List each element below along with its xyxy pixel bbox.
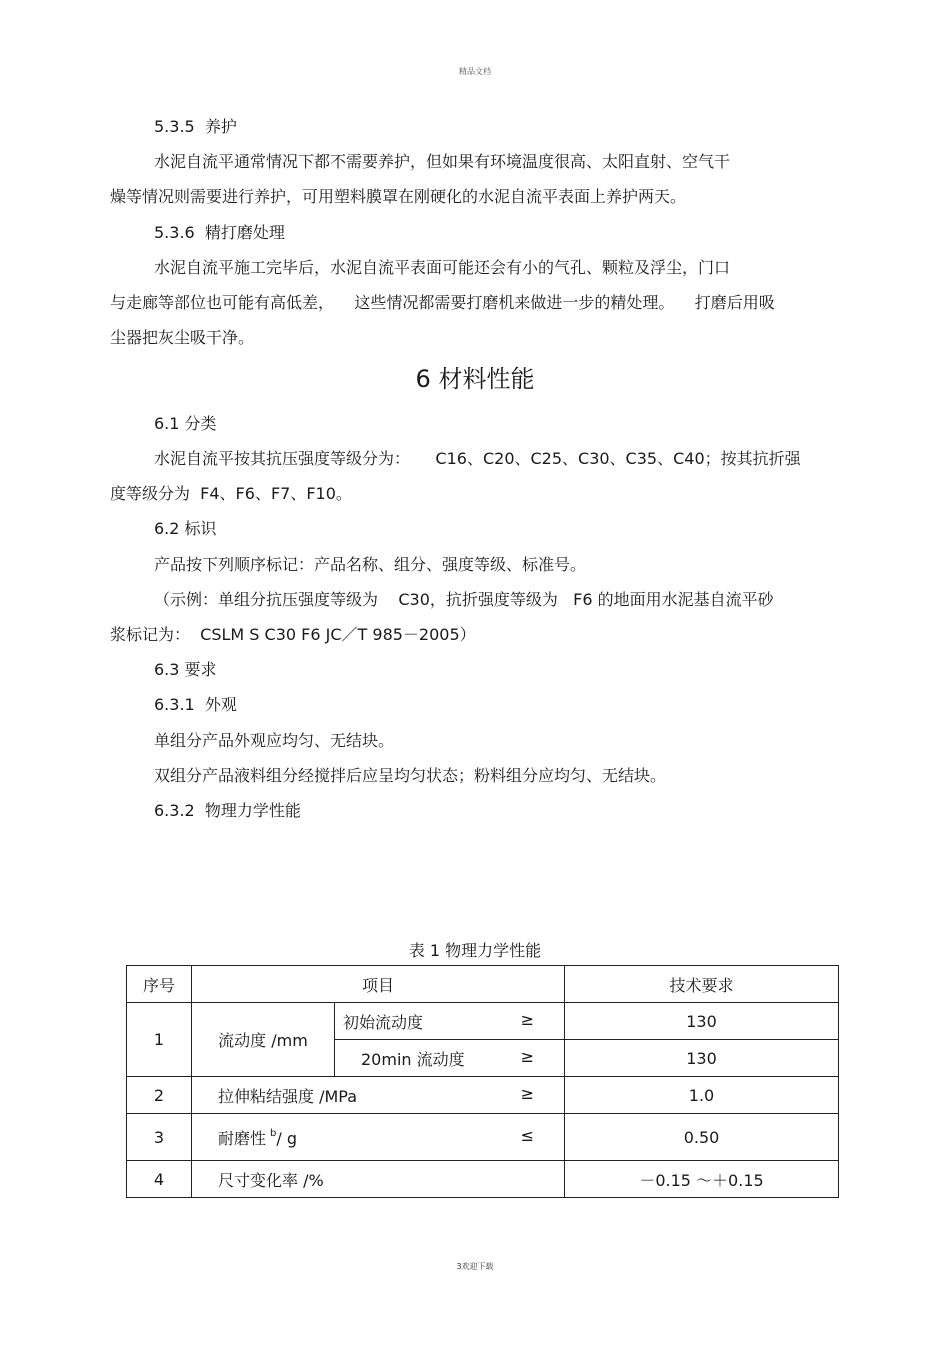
row-item: 尺寸变化率 /%	[192, 1161, 565, 1198]
item-unit: / g	[276, 1128, 298, 1148]
paragraph-line: 水泥自流平通常情况下都不需要养护，但如果有环境温度很高、太阳直射、空气干	[154, 152, 731, 171]
row-subitem	[335, 1040, 565, 1077]
table-header-row	[127, 966, 839, 1003]
watermark-header: 精品文档	[459, 67, 491, 76]
page-number: 3	[456, 1262, 462, 1271]
heading-6-3-2: 6.3.2 物理力学性能	[154, 801, 301, 820]
heading-6-2: 6.2 标识	[154, 519, 217, 538]
item-label: 耐磨性	[218, 1128, 267, 1148]
table-caption: 表 1 物理力学性能	[408, 941, 542, 960]
paragraph-line: 度等级分为 F4、F6、F7、F10。	[110, 484, 352, 503]
row-value: －0.15 ～＋0.15	[565, 1161, 839, 1198]
header-requirement: 技术要求	[565, 966, 839, 1003]
comparison-symbol: ≥	[520, 1083, 535, 1103]
header-item: 项目	[192, 966, 565, 1003]
row-value: 0.50	[565, 1114, 839, 1161]
row-number: 1	[127, 1003, 192, 1077]
paragraph-line: （示例：单组分抗压强度等级为 C30，抗折强度等级为 F6 的地面用水泥基自流平砂	[154, 590, 774, 609]
comparison-symbol: ≥	[520, 1009, 535, 1029]
footnote-marker: b	[270, 1127, 277, 1139]
subitem-label: 初始流动度	[343, 1012, 424, 1032]
paragraph-line: 水泥自流平按其抗压强度等级分为： C16、C20、C25、C30、C35、C40；按其抗折强	[154, 449, 801, 468]
item-label: 拉伸粘结强度 /MPa	[218, 1086, 358, 1106]
row-subitem	[335, 1003, 565, 1040]
properties-table	[126, 965, 839, 1198]
chapter-title: 6 材料性能	[415, 365, 535, 393]
row-item	[192, 1114, 565, 1161]
heading-5-3-6: 5.3.6 精打磨处理	[154, 223, 285, 242]
table-row	[127, 1077, 839, 1114]
paragraph-line: 单组分产品外观应均匀、无结块。	[154, 731, 395, 750]
comparison-symbol: ≤	[520, 1125, 535, 1145]
row-value: 130	[565, 1003, 839, 1040]
row-value: 1.0	[565, 1077, 839, 1114]
table-row	[127, 1114, 839, 1161]
header-no: 序号	[127, 966, 192, 1003]
paragraph-line: 燥等情况则需要进行养护，可用塑料膜罩在刚硬化的水泥自流平表面上养护两天。	[110, 187, 687, 206]
heading-6-1: 6.1 分类	[154, 414, 217, 433]
subitem-label: 20min 流动度	[361, 1049, 465, 1069]
heading-5-3-5: 5.3.5 养护	[154, 117, 237, 136]
footer-note: 欢迎下载	[461, 1262, 494, 1271]
paragraph-line: 水泥自流平施工完毕后，水泥自流平表面可能还会有小的气孔、颗粒及浮尘，门口	[154, 258, 731, 277]
page-footer	[0, 1261, 950, 1272]
paragraph-line: 双组分产品液料组分经搅拌后应呈均匀状态；粉料组分应均匀、无结块。	[154, 766, 667, 785]
row-item: 流动度 /mm	[192, 1003, 335, 1077]
comparison-symbol: ≥	[520, 1046, 535, 1066]
table-row	[127, 1161, 839, 1198]
row-number: 3	[127, 1114, 192, 1161]
paragraph-line: 产品按下列顺序标记：产品名称、组分、强度等级、标准号。	[154, 555, 587, 574]
row-number: 4	[127, 1161, 192, 1198]
paragraph-line: 与走廊等部位也可能有高低差， 这些情况都需要打磨机来做进一步的精处理。 打磨后用吸	[110, 293, 775, 312]
heading-6-3-1: 6.3.1 外观	[154, 695, 237, 714]
row-number: 2	[127, 1077, 192, 1114]
table-row	[127, 1003, 839, 1040]
paragraph-line: 尘器把灰尘吸干净。	[110, 328, 255, 347]
row-value: 130	[565, 1040, 839, 1077]
paragraph-line: 浆标记为： CSLM S C30 F6 JC／T 985－2005）	[110, 625, 476, 644]
row-item	[192, 1077, 565, 1114]
heading-6-3: 6.3 要求	[154, 660, 217, 679]
